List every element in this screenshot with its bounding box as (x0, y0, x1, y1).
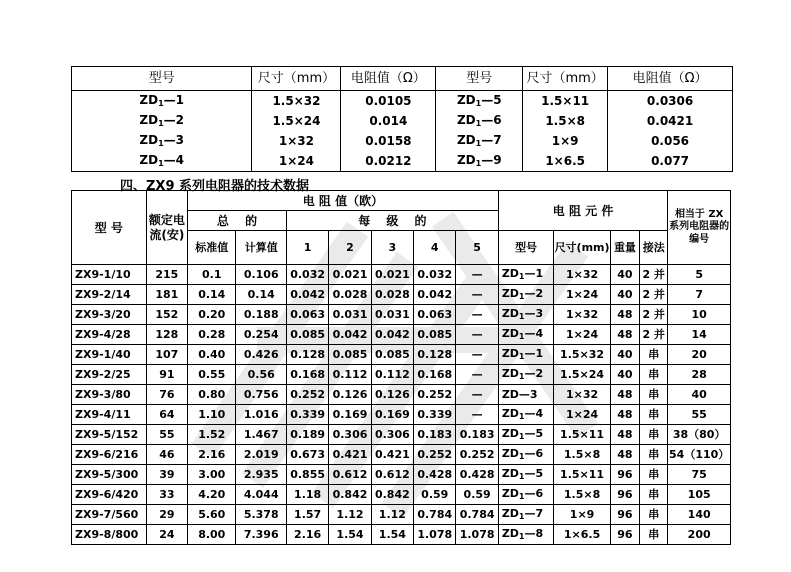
level2-cell: 0.126 (329, 385, 371, 405)
table-row (72, 345, 731, 365)
level1-cell: 1.18 (286, 485, 328, 505)
model-cell: $ZD_1—3$ (72, 131, 252, 151)
standard-value-cell: 8.00 (188, 525, 236, 545)
header-rated-current: 额定电流(安) (146, 191, 187, 265)
element-model-cell: $ZD_1—7$ (498, 505, 554, 525)
element-model-cell: $ZD_1—8$ (498, 525, 554, 545)
level3-cell: 0.169 (371, 405, 413, 425)
model-cell: ZX9-7/560 (72, 505, 147, 525)
standard-value-cell: 0.1 (188, 265, 236, 285)
size-cell: 1×6.5 (523, 151, 608, 172)
resistor-element-table (71, 66, 733, 172)
level4-cell: 0.252 (414, 385, 456, 405)
header-level: 3 (371, 231, 413, 265)
section-title: 四、ZX9 系列电阻器的技术数据 (120, 179, 310, 194)
resistance-cell: 0.077 (608, 151, 733, 172)
level5-cell: — (456, 305, 498, 325)
calculated-value-cell: 7.396 (236, 525, 286, 545)
standard-value-cell: 2.16 (188, 445, 236, 465)
header-equivalent: 相当于 ZX 系列电阻器的编号 (668, 191, 731, 265)
element-weight-cell: 48 (610, 425, 639, 445)
header-standard: 标准值 (188, 231, 236, 265)
element-wiring-cell: 2 并 (640, 305, 668, 325)
element-size-cell: 1×32 (554, 385, 611, 405)
size-cell: 1.5×32 (252, 91, 341, 112)
element-wiring-cell: 串 (640, 485, 668, 505)
level5-cell: — (456, 385, 498, 405)
model-cell: ZX9-1/40 (72, 345, 147, 365)
level4-cell: 0.032 (414, 265, 456, 285)
header-size: 尺寸（mm） (252, 67, 341, 91)
element-size-cell: 1.5×8 (554, 485, 611, 505)
current-cell: 55 (146, 425, 187, 445)
element-model-cell: $ZD_1—2$ (498, 365, 554, 385)
level1-cell: 0.252 (286, 385, 328, 405)
level2-cell: 0.612 (329, 465, 371, 485)
standard-value-cell: 1.10 (188, 405, 236, 425)
header-element-model: 型号 (498, 231, 554, 265)
level1-cell: 0.042 (286, 285, 328, 305)
calculated-value-cell: 0.14 (236, 285, 286, 305)
element-wiring-cell: 2 并 (640, 285, 668, 305)
equivalent-cell: 200 (668, 525, 731, 545)
level4-cell: 0.183 (414, 425, 456, 445)
current-cell: 29 (146, 505, 187, 525)
size-cell: 1.5×11 (523, 91, 608, 112)
element-model-cell: $ZD_1—6$ (498, 445, 554, 465)
level3-cell: 0.421 (371, 445, 413, 465)
calculated-value-cell: 0.756 (236, 385, 286, 405)
element-weight-cell: 48 (610, 385, 639, 405)
table-row (72, 525, 731, 545)
level1-cell: 1.57 (286, 505, 328, 525)
resistance-cell: 0.0421 (608, 111, 733, 131)
element-wiring-cell: 2 并 (640, 325, 668, 345)
model-cell: ZX9-5/152 (72, 425, 147, 445)
level2-cell: 0.028 (329, 285, 371, 305)
table-row (72, 405, 731, 425)
element-model-cell: $ZD_1—6$ (498, 485, 554, 505)
table-row (72, 285, 731, 305)
resistance-cell: 0.056 (608, 131, 733, 151)
current-cell: 39 (146, 465, 187, 485)
level3-cell: 0.028 (371, 285, 413, 305)
table-row (72, 365, 731, 385)
level1-cell: 0.063 (286, 305, 328, 325)
element-weight-cell: 48 (610, 305, 639, 325)
element-weight-cell: 96 (610, 525, 639, 545)
table-row (72, 265, 731, 285)
element-weight-cell: 40 (610, 265, 639, 285)
level3-cell: 0.112 (371, 365, 413, 385)
current-cell: 46 (146, 445, 187, 465)
element-weight-cell: 96 (610, 485, 639, 505)
resistance-cell: 0.0105 (341, 91, 436, 112)
level1-cell: 0.673 (286, 445, 328, 465)
level2-cell: 1.12 (329, 505, 371, 525)
calculated-value-cell: 0.426 (236, 345, 286, 365)
calculated-value-cell: 2.935 (236, 465, 286, 485)
level1-cell: 0.189 (286, 425, 328, 445)
standard-value-cell: 0.28 (188, 325, 236, 345)
element-wiring-cell: 串 (640, 345, 668, 365)
header-resistance: 电阻值（Ω） (341, 67, 436, 91)
current-cell: 91 (146, 365, 187, 385)
level2-cell: 1.54 (329, 525, 371, 545)
model-cell: ZX9-4/11 (72, 405, 147, 425)
element-weight-cell: 48 (610, 405, 639, 425)
current-cell: 128 (146, 325, 187, 345)
level2-cell: 0.842 (329, 485, 371, 505)
level3-cell: 0.085 (371, 345, 413, 365)
level5-cell: — (456, 325, 498, 345)
resistance-cell: 0.0212 (341, 151, 436, 172)
model-cell: ZX9-3/20 (72, 305, 147, 325)
standard-value-cell: 4.20 (188, 485, 236, 505)
equivalent-cell: 7 (668, 285, 731, 305)
level4-cell: 0.085 (414, 325, 456, 345)
level4-cell: 0.168 (414, 365, 456, 385)
calculated-value-cell: 4.044 (236, 485, 286, 505)
level4-cell: 0.339 (414, 405, 456, 425)
element-model-cell: $ZD_1—2$ (498, 285, 554, 305)
level5-cell: — (456, 365, 498, 385)
equivalent-cell: 40 (668, 385, 731, 405)
header-element-size: 尺寸(mm) (554, 231, 611, 265)
element-size-cell: 1×24 (554, 405, 611, 425)
level3-cell: 0.021 (371, 265, 413, 285)
element-size-cell: 1×24 (554, 325, 611, 345)
equivalent-cell: 55 (668, 405, 731, 425)
model-cell: $ZD_1—1$ (72, 91, 252, 112)
size-cell: 1.5×24 (252, 111, 341, 131)
header-level: 4 (414, 231, 456, 265)
model-cell: ZX9-4/28 (72, 325, 147, 345)
current-cell: 181 (146, 285, 187, 305)
level3-cell: 0.842 (371, 485, 413, 505)
header-element-wiring: 接法 (640, 231, 668, 265)
calculated-value-cell: 0.188 (236, 305, 286, 325)
level2-cell: 0.031 (329, 305, 371, 325)
element-size-cell: 1.5×11 (554, 465, 611, 485)
level3-cell: 1.12 (371, 505, 413, 525)
header-level: 2 (329, 231, 371, 265)
element-weight-cell: 40 (610, 285, 639, 305)
level5-cell: 0.252 (456, 445, 498, 465)
element-size-cell: 1.5×11 (554, 425, 611, 445)
calculated-value-cell: 5.378 (236, 505, 286, 525)
header-calculated: 计算值 (236, 231, 286, 265)
standard-value-cell: 0.55 (188, 365, 236, 385)
header-level: 1 (286, 231, 328, 265)
level5-cell: — (456, 345, 498, 365)
level4-cell: 0.128 (414, 345, 456, 365)
size-cell: 1.5×8 (523, 111, 608, 131)
model-cell: $ZD_1—2$ (72, 111, 252, 131)
element-model-cell: ZD—3 (498, 385, 554, 405)
header-element: 电 阻 元 件 (498, 191, 668, 231)
element-model-cell: $ZD_1—5$ (498, 465, 554, 485)
element-model-cell: $ZD_1—3$ (498, 305, 554, 325)
equivalent-cell: 75 (668, 465, 731, 485)
element-size-cell: 1.5×32 (554, 345, 611, 365)
table-row (72, 505, 731, 525)
table-header-row (72, 191, 731, 211)
current-cell: 107 (146, 345, 187, 365)
header-each-level: 每 级 的 (286, 211, 498, 231)
level1-cell: 2.16 (286, 525, 328, 545)
resistance-cell: 0.0306 (608, 91, 733, 112)
header-total: 总 的 (188, 211, 287, 231)
table-row (72, 385, 731, 405)
equivalent-cell: 140 (668, 505, 731, 525)
header-element-weight: 重量 (610, 231, 639, 265)
size-cell: 1×24 (252, 151, 341, 172)
level3-cell: 0.126 (371, 385, 413, 405)
calculated-value-cell: 0.106 (236, 265, 286, 285)
model-cell: ZX9-1/10 (72, 265, 147, 285)
element-wiring-cell: 串 (640, 505, 668, 525)
standard-value-cell: 3.00 (188, 465, 236, 485)
level1-cell: 0.855 (286, 465, 328, 485)
level3-cell: 0.306 (371, 425, 413, 445)
table-body (72, 265, 731, 545)
element-wiring-cell: 串 (640, 405, 668, 425)
current-cell: 152 (146, 305, 187, 325)
standard-value-cell: 5.60 (188, 505, 236, 525)
element-weight-cell: 40 (610, 365, 639, 385)
header-resistance: 电 阻 值（欧） (188, 191, 499, 211)
table-row (72, 131, 733, 151)
table-row (72, 325, 731, 345)
calculated-value-cell: 1.467 (236, 425, 286, 445)
current-cell: 215 (146, 265, 187, 285)
header-level: 5 (456, 231, 498, 265)
header-resistance: 电阻值（Ω） (608, 67, 733, 91)
level3-cell: 1.54 (371, 525, 413, 545)
level2-cell: 0.421 (329, 445, 371, 465)
table-header-row (72, 67, 733, 91)
header-model: 型 号 (72, 191, 147, 265)
current-cell: 24 (146, 525, 187, 545)
level1-cell: 0.085 (286, 325, 328, 345)
calculated-value-cell: 1.016 (236, 405, 286, 425)
table-row (72, 305, 731, 325)
element-weight-cell: 96 (610, 505, 639, 525)
model-cell: ZX9-2/14 (72, 285, 147, 305)
level1-cell: 0.339 (286, 405, 328, 425)
level5-cell: 1.078 (456, 525, 498, 545)
model-cell: $ZD_1—5$ (436, 91, 523, 112)
standard-value-cell: 0.80 (188, 385, 236, 405)
level5-cell: 0.428 (456, 465, 498, 485)
level2-cell: 0.306 (329, 425, 371, 445)
current-cell: 33 (146, 485, 187, 505)
equivalent-cell: 14 (668, 325, 731, 345)
model-cell: $ZD_1—6$ (436, 111, 523, 131)
resistance-cell: 0.014 (341, 111, 436, 131)
resistance-cell: 0.0158 (341, 131, 436, 151)
element-wiring-cell: 串 (640, 425, 668, 445)
element-wiring-cell: 2 并 (640, 265, 668, 285)
model-cell: ZX9-2/25 (72, 365, 147, 385)
model-cell: ZX9-8/800 (72, 525, 147, 545)
level5-cell: — (456, 285, 498, 305)
element-model-cell: $ZD_1—4$ (498, 325, 554, 345)
table-row (72, 465, 731, 485)
element-size-cell: 1.5×8 (554, 445, 611, 465)
table-row (72, 445, 731, 465)
element-wiring-cell: 串 (640, 525, 668, 545)
header-size: 尺寸（mm） (523, 67, 608, 91)
element-wiring-cell: 串 (640, 365, 668, 385)
level4-cell: 0.252 (414, 445, 456, 465)
equivalent-cell: 105 (668, 485, 731, 505)
level5-cell: — (456, 265, 498, 285)
model-cell: $ZD_1—7$ (436, 131, 523, 151)
element-weight-cell: 96 (610, 465, 639, 485)
equivalent-cell: 54（110） (668, 445, 731, 465)
calculated-value-cell: 0.56 (236, 365, 286, 385)
model-cell: ZX9-3/80 (72, 385, 147, 405)
element-size-cell: 1×9 (554, 505, 611, 525)
element-wiring-cell: 串 (640, 465, 668, 485)
element-model-cell: $ZD_1—4$ (498, 405, 554, 425)
level2-cell: 0.085 (329, 345, 371, 365)
header-model: 型号 (436, 67, 523, 91)
element-size-cell: 1×24 (554, 285, 611, 305)
current-cell: 76 (146, 385, 187, 405)
table-row (72, 91, 733, 112)
level4-cell: 0.063 (414, 305, 456, 325)
equivalent-cell: 28 (668, 365, 731, 385)
standard-value-cell: 0.14 (188, 285, 236, 305)
element-weight-cell: 48 (610, 445, 639, 465)
level2-cell: 0.112 (329, 365, 371, 385)
table-row (72, 485, 731, 505)
element-weight-cell: 48 (610, 325, 639, 345)
level5-cell: 0.59 (456, 485, 498, 505)
level2-cell: 0.021 (329, 265, 371, 285)
level4-cell: 0.784 (414, 505, 456, 525)
calculated-value-cell: 0.254 (236, 325, 286, 345)
level1-cell: 0.032 (286, 265, 328, 285)
model-cell: $ZD_1—4$ (72, 151, 252, 172)
element-size-cell: 1×6.5 (554, 525, 611, 545)
equivalent-cell: 10 (668, 305, 731, 325)
model-cell: ZX9-5/300 (72, 465, 147, 485)
element-wiring-cell: 串 (640, 385, 668, 405)
level3-cell: 0.042 (371, 325, 413, 345)
table-row (72, 151, 733, 172)
table-row (72, 425, 731, 445)
current-cell: 64 (146, 405, 187, 425)
level1-cell: 0.168 (286, 365, 328, 385)
level2-cell: 0.169 (329, 405, 371, 425)
standard-value-cell: 0.40 (188, 345, 236, 365)
level3-cell: 0.612 (371, 465, 413, 485)
level2-cell: 0.042 (329, 325, 371, 345)
element-model-cell: $ZD_1—1$ (498, 265, 554, 285)
level5-cell: — (456, 405, 498, 425)
table-row (72, 111, 733, 131)
equivalent-cell: 20 (668, 345, 731, 365)
level1-cell: 0.128 (286, 345, 328, 365)
element-size-cell: 1×32 (554, 265, 611, 285)
calculated-value-cell: 2.019 (236, 445, 286, 465)
element-model-cell: $ZD_1—5$ (498, 425, 554, 445)
model-cell: ZX9-6/216 (72, 445, 147, 465)
equivalent-cell: 38（80） (668, 425, 731, 445)
size-cell: 1×9 (523, 131, 608, 151)
element-size-cell: 1×32 (554, 305, 611, 325)
level3-cell: 0.031 (371, 305, 413, 325)
model-cell: $ZD_1—9$ (436, 151, 523, 172)
standard-value-cell: 1.52 (188, 425, 236, 445)
level4-cell: 0.428 (414, 465, 456, 485)
level4-cell: 1.078 (414, 525, 456, 545)
model-cell: ZX9-6/420 (72, 485, 147, 505)
equivalent-cell: 5 (668, 265, 731, 285)
element-weight-cell: 40 (610, 345, 639, 365)
size-cell: 1×32 (252, 131, 341, 151)
header-model: 型号 (72, 67, 252, 91)
element-size-cell: 1.5×24 (554, 365, 611, 385)
level5-cell: 0.784 (456, 505, 498, 525)
standard-value-cell: 0.20 (188, 305, 236, 325)
level5-cell: 0.183 (456, 425, 498, 445)
level4-cell: 0.042 (414, 285, 456, 305)
zx9-technical-data-table (71, 190, 731, 545)
element-wiring-cell: 串 (640, 445, 668, 465)
element-model-cell: $ZD_1—1$ (498, 345, 554, 365)
level4-cell: 0.59 (414, 485, 456, 505)
